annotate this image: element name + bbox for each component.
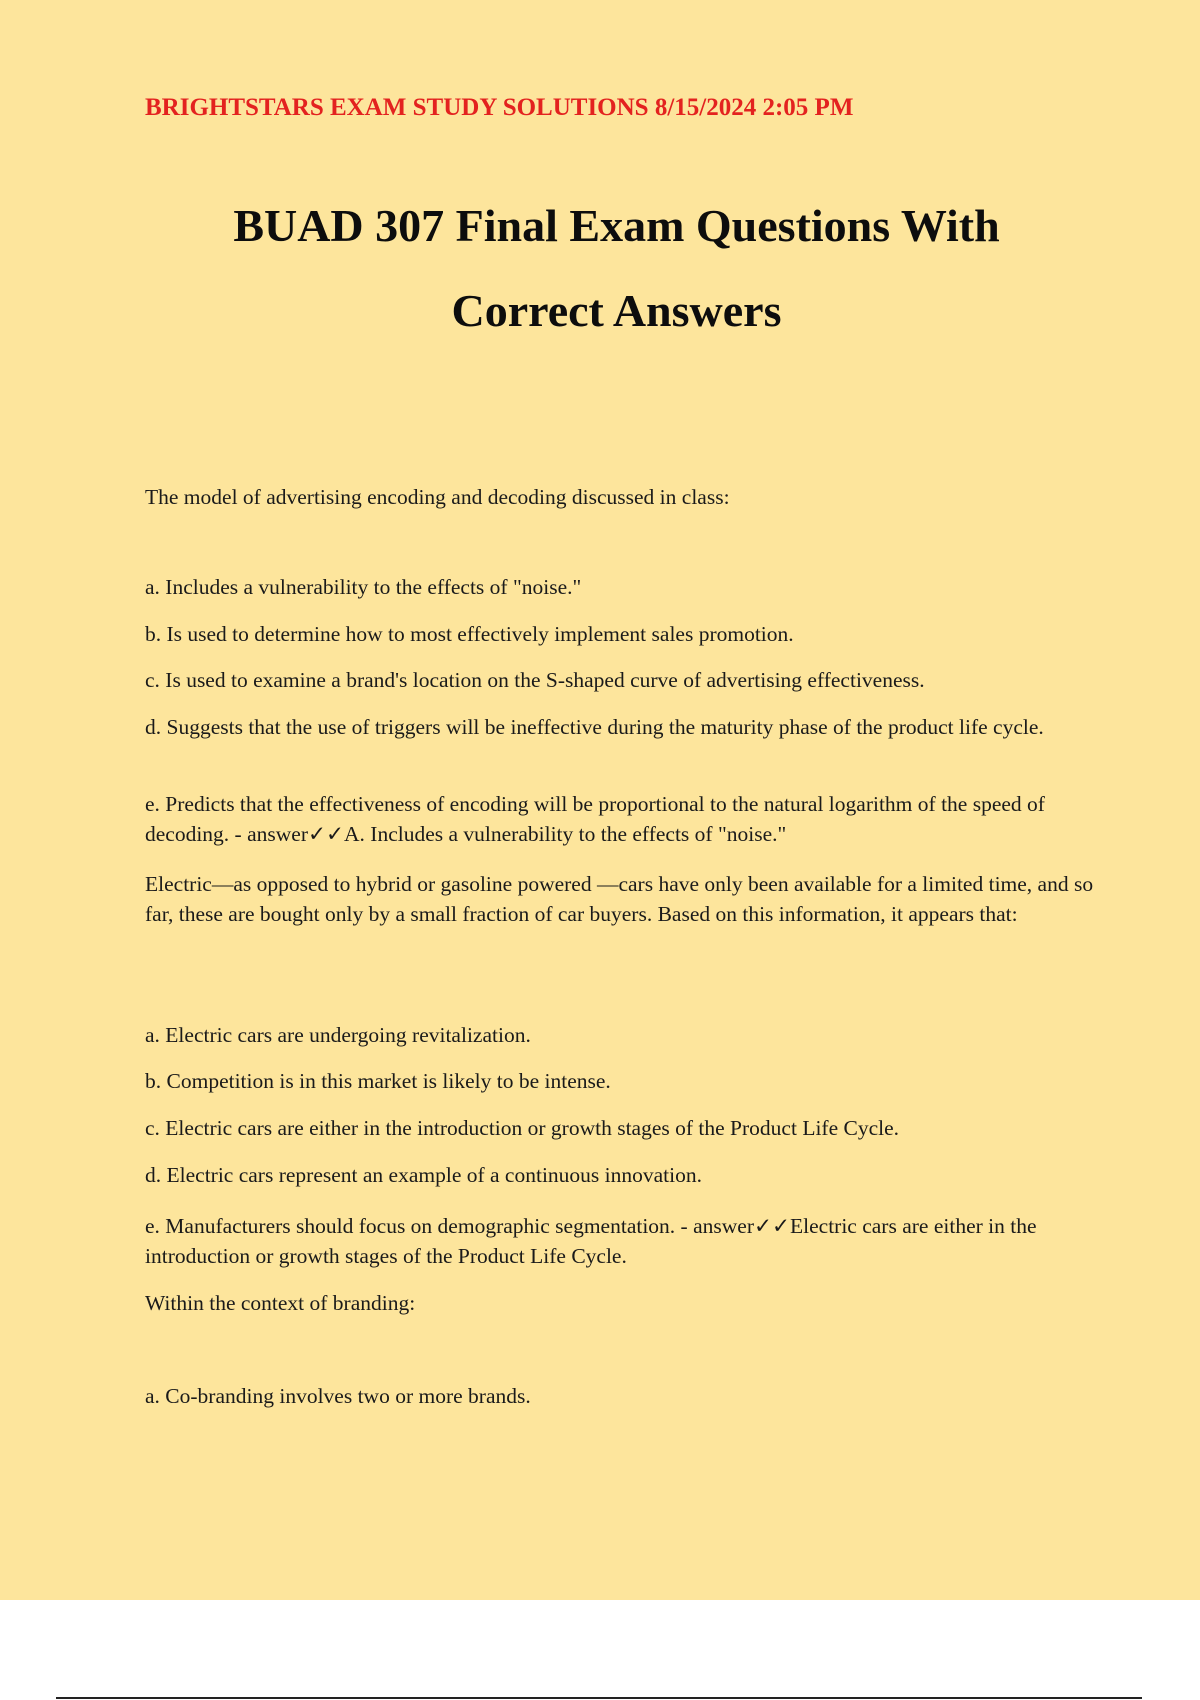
page-header: BRIGHTSTARS EXAM STUDY SOLUTIONS 8/15/2024 2:05 PM: [145, 94, 854, 121]
question-2: Electric—as opposed to hybrid or gasoline powered —cars have only been available for a limited time, and so far, these are bought only by a small fraction of car buyers. Based on this information, it appears that:: [145, 872, 1094, 926]
question-1-option-b: b. Is used to determine how to most effectively implement sales promotion.: [145, 622, 794, 646]
question-3-option-a: a. Co-branding involves two or more brands.: [145, 1384, 531, 1408]
question-1: The model of advertising encoding and decoding discussed in class:: [145, 485, 730, 509]
question-2-option-a: a. Electric cars are undergoing revitalization.: [145, 1023, 531, 1047]
question-1-option-d: d. Suggests that the use of triggers will be ineffective during the maturity phase of the product life cycle.: [145, 715, 1044, 739]
document-title-line-2: Correct Answers: [451, 285, 782, 336]
question-1-option-e-answer: e. Predicts that the effectiveness of encoding will be proportional to the natural logarithm of the speed of decoding. - answer✓✓A. Includes a vulnerability to the effects of "noise.": [145, 792, 1045, 846]
question-2-option-e-answer: e. Manufacturers should focus on demographic segmentation. - answer✓✓Electric cars are either in the introduction or growth stages of the Product Life Cycle.: [145, 1214, 1037, 1268]
question-2-option-d: d. Electric cars represent an example of a continuous innovation.: [145, 1163, 703, 1187]
question-2-option-c: c. Electric cars are either in the introduction or growth stages of the Product Life Cycle.: [145, 1116, 900, 1140]
document-title-line-1: BUAD 307 Final Exam Questions With: [233, 200, 1000, 251]
question-1-option-a: a. Includes a vulnerability to the effects of "noise.": [145, 575, 582, 599]
question-1-option-c: c. Is used to examine a brand's location on the S-shaped curve of advertising effectiveness.: [145, 668, 925, 692]
footer-divider: [56, 1697, 1142, 1699]
question-2-option-b: b. Competition is in this market is likely to be intense.: [145, 1069, 611, 1093]
question-3: Within the context of branding:: [145, 1291, 416, 1315]
